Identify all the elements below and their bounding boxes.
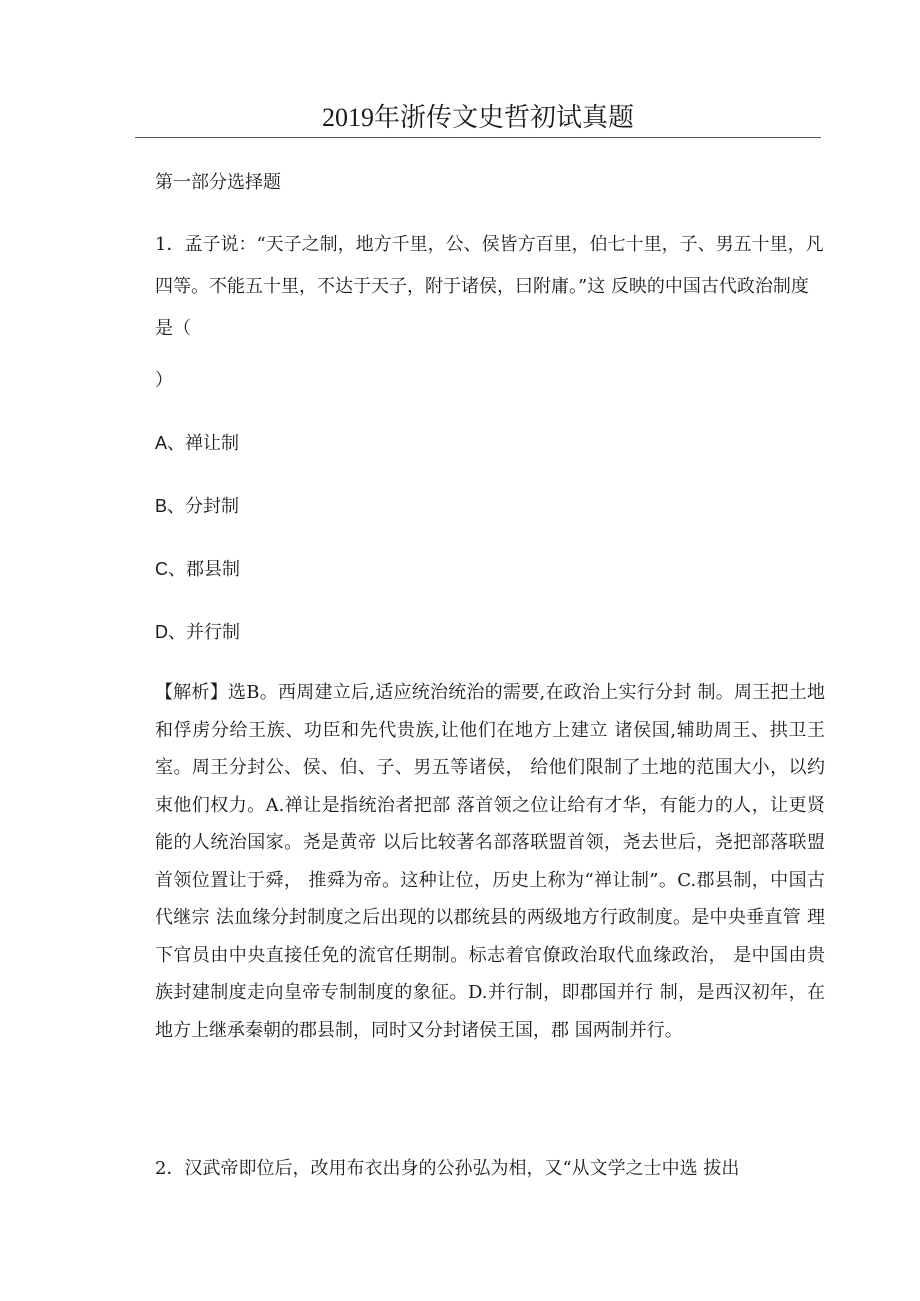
title-underline	[135, 137, 821, 138]
question-2-stem	[110, 1148, 825, 1190]
question-2-text: 2．汉武帝即位后，改用布衣出身的公孙弘为相，又“从文学之士中选 拔出	[155, 1158, 740, 1179]
option-a-letter: A	[155, 433, 168, 453]
option-c	[155, 556, 240, 583]
question-1-stem	[110, 224, 825, 350]
document-title: 2019年浙传文史哲初试真题	[321, 103, 634, 132]
section-heading: 第一部分选择题	[155, 172, 281, 193]
option-d	[155, 619, 240, 646]
option-c-letter: C	[155, 559, 168, 579]
question-1-text: 1．孟子说：“天子之制，地方千里，公、侯皆方百里，伯七十里，子、男五十里，凡四等。不能五十里，不达于天子，附于诸侯，曰附庸。”这 反映的中国古代政治制度是（	[155, 234, 824, 339]
option-a-text: 、禅让制	[167, 433, 240, 454]
question-1-paren-close: ）	[155, 370, 173, 391]
option-c-text: 、郡县制	[168, 559, 240, 580]
option-b	[155, 493, 239, 520]
option-b-text: 、分封制	[167, 496, 240, 517]
option-d-text: 、并行制	[168, 622, 240, 643]
option-a	[155, 430, 239, 457]
question-1-analysis	[110, 674, 825, 1049]
option-d-letter: D	[155, 622, 168, 642]
analysis-text: 【解析】选B。西周建立后,适应统治统治的需要,在政治上实行分封 制。周王把土地和俘虏分给王族、功臣和先代贵族,让他们在地方上建立 诸侯国,辅助周王、拱卫王室。周王分封公、侯、伯、子、男五等诸侯， 给他们限制了土地的范围大小，以约束他们权力。A.禅让是指统治者把部 落首领之位让给有才华，有能力的人，让更贤能的人统治国家。尧是黄帝 以后比较著名部落联盟首领，尧去世后，尧把部落联盟首领位置让于舜， 推舜为帝。这种让位，历史上称为“禅让制”。C.郡县制，中国古代继宗 法血缘分封制度之后出现的以郡统县的两级地方行政制度。是中央垂直管 理下官员由中央直接任免的流官任期制。标志着官僚政治取代血缘政治， 是中国由贵族封建制度走向皇帝专制制度的象征。D.并行制，即郡国并行 制，是西汉初年，在地方上继承秦朝的郡县制，同时又分封诸侯王国，郡 国两制并行。	[155, 682, 825, 1041]
option-b-letter: B	[155, 496, 168, 516]
